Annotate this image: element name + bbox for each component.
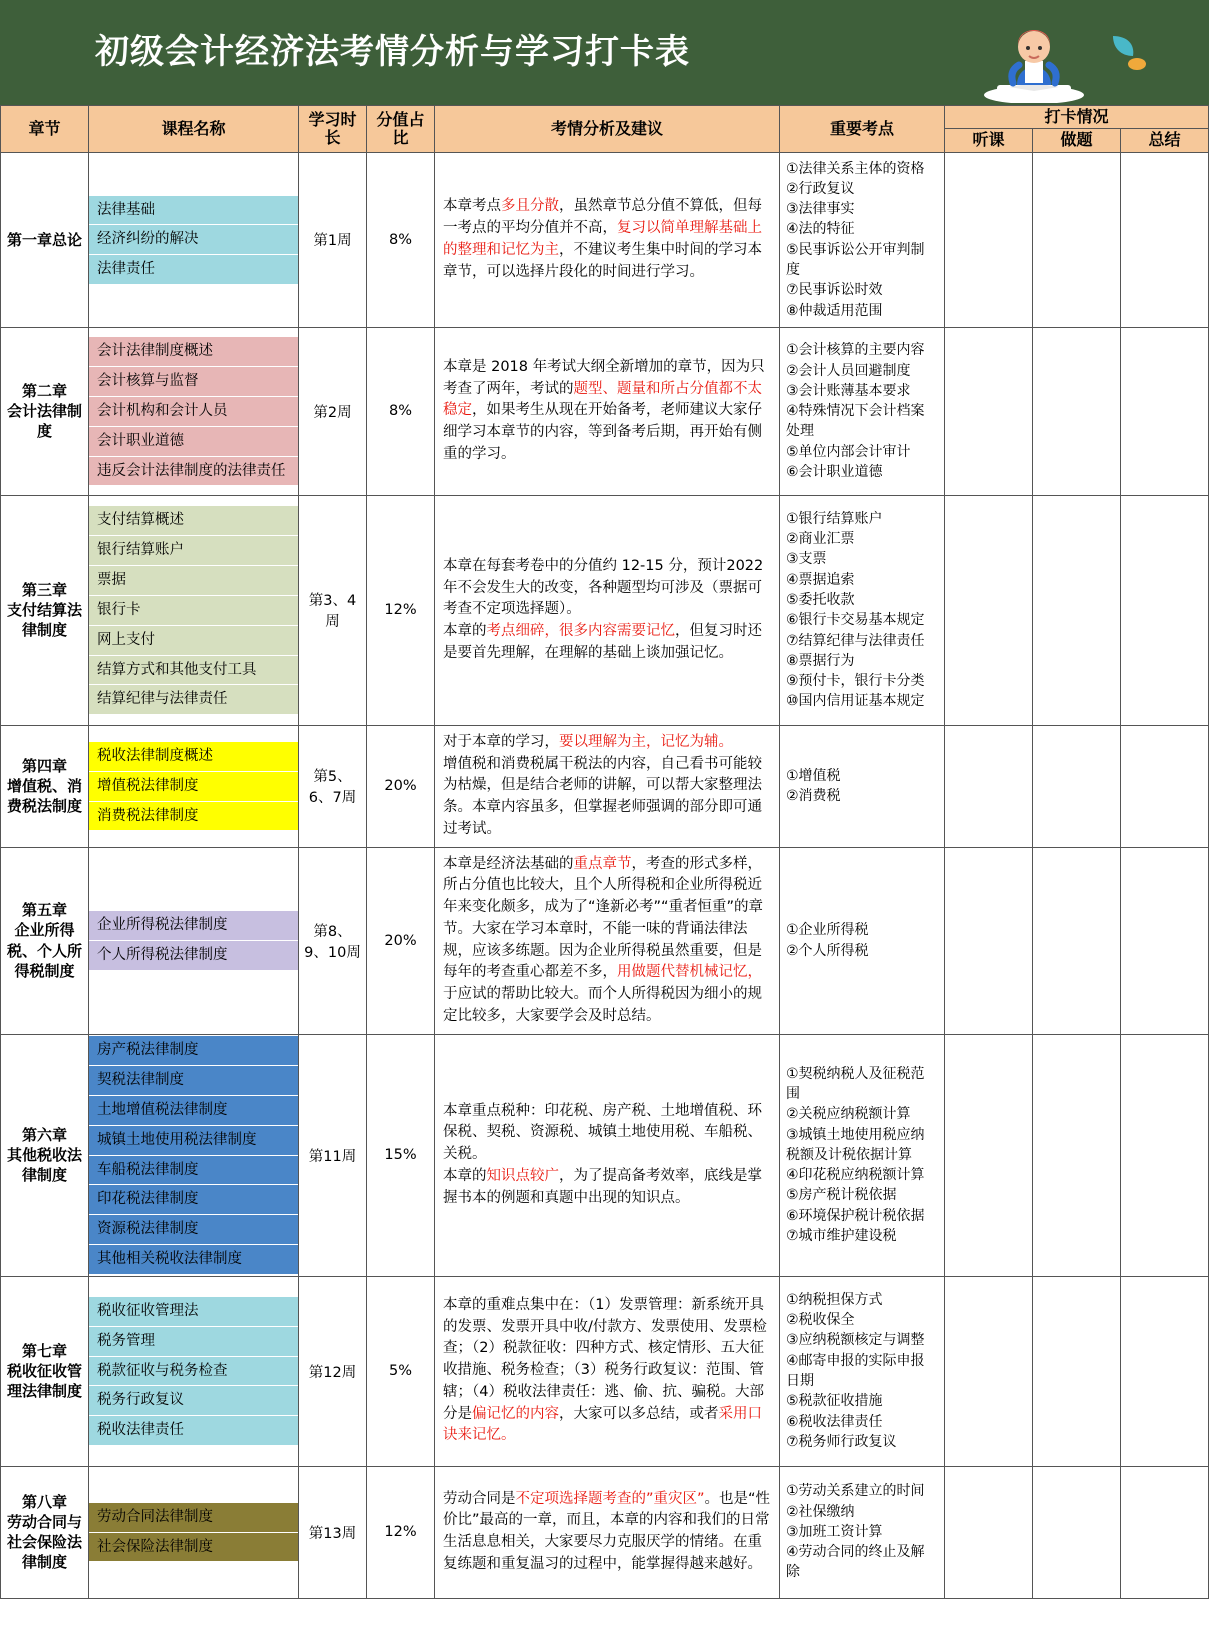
checkin-summary-cell[interactable] [1121, 152, 1209, 327]
analysis-highlight: 考点细碎，很多内容需要记忆 [486, 623, 675, 640]
chapter-cell: 第八章 劳动合同与社会保险法律制度 [1, 1466, 89, 1598]
checkin-practice-cell[interactable] [1033, 152, 1121, 327]
checkin-summary-cell[interactable] [1121, 1034, 1209, 1276]
course-list-cell [89, 495, 299, 725]
study-plan-table [0, 105, 1209, 1599]
course-item: 违反会计法律制度的法律责任 [89, 457, 298, 486]
chapter-cell: 第一章总论 [1, 152, 89, 327]
checkin-summary-cell[interactable] [1121, 1466, 1209, 1598]
analysis-highlight: 偏记忆的内容 [472, 1405, 559, 1422]
course-item: 税务管理 [89, 1327, 298, 1357]
course-list-cell [89, 1276, 299, 1466]
course-item: 会计核算与监督 [89, 367, 298, 397]
checkin-practice-cell[interactable] [1033, 847, 1121, 1034]
course-item: 企业所得税法律制度 [89, 911, 298, 941]
course-list-cell [89, 1466, 299, 1598]
analysis-cell [435, 152, 780, 327]
checkin-listen-cell[interactable] [945, 1466, 1033, 1598]
checkin-practice-cell[interactable] [1033, 1466, 1121, 1598]
course-item: 车船税法律制度 [89, 1156, 298, 1186]
chapter-cell: 第六章 其他税收法律制度 [1, 1034, 89, 1276]
weeks-cell: 第12周 [299, 1276, 367, 1466]
checkin-practice-cell[interactable] [1033, 725, 1121, 847]
analysis-cell [435, 847, 780, 1034]
student-reading-illustration [979, 3, 1089, 103]
table-header [1, 106, 1209, 153]
key-points-cell: ①企业所得税 ②个人所得税 [780, 847, 945, 1034]
analysis-text: 本章的重难点集中在：（1）发票管理：新系统开具的发票、发票开具中收/付款方、发票使用、发票检查；（2）税款征收：四种方式、核定情形、五大征收措施、税务检查；（3）税务行政复议：范围、管辖；（4）税收法律责任：逃、偷、抗、骗税。大部分是 [443, 1296, 767, 1422]
score-cell: 20% [367, 847, 435, 1034]
analysis-text: ，为了提高备考效率，底线是掌握书本的例题和真题中出现的知识点。 [443, 1167, 762, 1206]
weeks-cell: 第13周 [299, 1466, 367, 1598]
checkin-summary-cell[interactable] [1121, 847, 1209, 1034]
score-cell: 20% [367, 725, 435, 847]
analysis-highlight: 不定项选择题考查的”重灾区” [515, 1490, 705, 1507]
checkin-practice-cell[interactable] [1033, 495, 1121, 725]
key-points-cell: ①契税纳税人及征税范围 ②关税应纳税额计算 ③城镇土地使用税应纳税额及计税依据计算 ④印花税应纳税额计算 ⑤房产税计税依据 ⑥环境保护税计税依据 ⑦城市维护建设税 [780, 1034, 945, 1276]
course-item: 法律基础 [89, 196, 298, 226]
course-item: 印花税法律制度 [89, 1185, 298, 1215]
score-cell: 8% [367, 152, 435, 327]
table-row [1, 725, 1209, 847]
score-cell: 8% [367, 327, 435, 495]
course-item: 经济纠纷的解决 [89, 225, 298, 255]
checkin-listen-cell[interactable] [945, 1034, 1033, 1276]
header-checkin-listen: 听课 [945, 129, 1033, 152]
header-points: 重要考点 [780, 106, 945, 153]
course-item: 税款征收与税务检查 [89, 1357, 298, 1387]
course-item: 劳动合同法律制度 [89, 1503, 298, 1533]
course-list-cell [89, 1034, 299, 1276]
course-item: 其他相关税收法律制度 [89, 1245, 298, 1274]
weeks-cell: 第8、9、10周 [299, 847, 367, 1034]
course-item: 税收征收管理法 [89, 1297, 298, 1327]
course-item: 网上支付 [89, 626, 298, 656]
course-item: 支付结算概述 [89, 506, 298, 536]
course-item: 房产税法律制度 [89, 1036, 298, 1066]
analysis-text: 增值税和消费税属干税法的内容，自己看书可能较为枯燥，但是结合老师的讲解，可以帮大家整理法条。本章内容虽多，但掌握老师强调的部分即可通过考试。 [443, 755, 762, 837]
analysis-text: 本章是 2018 年考试大纲全新增加的章节，因为只考查了两年，考试的 [443, 358, 765, 397]
course-item: 结算纪律与法律责任 [89, 685, 298, 714]
table-row [1, 495, 1209, 725]
chapter-cell: 第三章 支付结算法律制度 [1, 495, 89, 725]
analysis-text: 劳动合同是 [443, 1490, 516, 1507]
analysis-text: 本章是经济法基础的 [443, 855, 574, 872]
header-weeks: 学习时长 [299, 106, 367, 153]
table-row [1, 847, 1209, 1034]
analysis-highlight: 多且分散 [501, 198, 559, 215]
course-item: 会计法律制度概述 [89, 337, 298, 367]
analysis-highlight: 用做题代替机械记忆， [617, 964, 762, 981]
analysis-text: 本章考点 [443, 198, 501, 215]
course-item: 税收法律制度概述 [89, 742, 298, 772]
header-score: 分值占比 [367, 106, 435, 153]
checkin-listen-cell[interactable] [945, 495, 1033, 725]
checkin-practice-cell[interactable] [1033, 327, 1121, 495]
table-row [1, 1276, 1209, 1466]
key-points-cell: ①增值税 ②消费税 [780, 725, 945, 847]
key-points-cell: ①劳动关系建立的时间 ②社保缴纳 ③加班工资计算 ④劳动合同的终止及解除 [780, 1466, 945, 1598]
table-body [1, 152, 1209, 1598]
analysis-highlight: 题型、题量和所占分值都不太稳定 [443, 380, 762, 419]
analysis-cell [435, 327, 780, 495]
checkin-practice-cell[interactable] [1033, 1276, 1121, 1466]
weeks-cell: 第5、6、7周 [299, 725, 367, 847]
course-list-cell [89, 327, 299, 495]
chapter-cell: 第五章 企业所得税、个人所得税制度 [1, 847, 89, 1034]
page-title: 初级会计经济法考情分析与学习打卡表 [95, 31, 690, 72]
table-row [1, 152, 1209, 327]
header-course: 课程名称 [89, 106, 299, 153]
checkin-listen-cell[interactable] [945, 327, 1033, 495]
course-item: 城镇土地使用税法律制度 [89, 1126, 298, 1156]
analysis-highlight: 复习以简单理解基础上的整理和记忆为主 [443, 220, 762, 258]
analysis-text: ，大家可以多总结，或者 [559, 1405, 719, 1422]
course-list-cell [89, 847, 299, 1034]
course-item: 社会保险法律制度 [89, 1533, 298, 1562]
analysis-text: ，如果考生从现在开始备考，老师建议大家仔细学习本章节的内容，等到备考后期，再开始有侧重的学习。 [443, 402, 762, 462]
analysis-text: 本章在每套考卷中的分值约 12-15 分，预计2022年不会发生大的改变，各种题型均可涉及（票据可考查不定项选择题）。 本章的 [443, 557, 764, 640]
checkin-summary-cell[interactable] [1121, 725, 1209, 847]
analysis-cell [435, 1034, 780, 1276]
course-item: 银行卡 [89, 596, 298, 626]
course-item: 资源税法律制度 [89, 1215, 298, 1245]
analysis-text: ，但复习时还是要首先理解，在理解的基础上谈加强记忆。 [443, 623, 762, 661]
course-list-cell [89, 725, 299, 847]
checkin-listen-cell[interactable] [945, 1276, 1033, 1466]
score-cell: 5% [367, 1276, 435, 1466]
course-item: 会计职业道德 [89, 427, 298, 457]
analysis-cell [435, 1276, 780, 1466]
table-row [1, 327, 1209, 495]
header-checkin: 打卡情况 [945, 106, 1209, 129]
chapter-cell: 第二章 会计法律制度 [1, 327, 89, 495]
header-chapter: 章节 [1, 106, 89, 153]
analysis-highlight: 采用口诀来记忆。 [443, 1405, 762, 1444]
checkin-summary-cell[interactable] [1121, 1276, 1209, 1466]
chapter-cell: 第七章 税收征收管理法律制度 [1, 1276, 89, 1466]
checkin-summary-cell[interactable] [1121, 327, 1209, 495]
course-item: 票据 [89, 566, 298, 596]
course-item: 法律责任 [89, 255, 298, 284]
checkin-summary-cell[interactable] [1121, 495, 1209, 725]
score-cell: 15% [367, 1034, 435, 1276]
score-cell: 12% [367, 495, 435, 725]
course-item: 土地增值税法律制度 [89, 1096, 298, 1126]
analysis-cell [435, 495, 780, 725]
analysis-highlight: 要以理解为主，记忆为辅。 [559, 733, 733, 750]
checkin-practice-cell[interactable] [1033, 1034, 1121, 1276]
key-points-cell: ①银行结算账户 ②商业汇票 ③支票 ④票据追索 ⑤委托收款 ⑥银行卡交易基本规定 ⑦结算纪律与法律责任 ⑧票据行为 ⑨预付卡，银行卡分类 ⑩国内信用证基本规定 [780, 495, 945, 725]
course-item: 消费税法律制度 [89, 802, 298, 831]
page-banner [0, 0, 1209, 105]
analysis-text: 。也是“性价比”最高的一章，而且，本章的内容和我们的日常生活息息相关，大家要尽力克服厌学的情绪。在重复练题和重复温习的过程中，能掌握得越来越好。 [443, 1490, 771, 1572]
table-row [1, 1466, 1209, 1598]
analysis-text: 对于本章的学习， [443, 733, 559, 750]
score-cell: 12% [367, 1466, 435, 1598]
header-analysis: 考情分析及建议 [435, 106, 780, 153]
course-item: 增值税法律制度 [89, 772, 298, 802]
course-list-cell [89, 152, 299, 327]
course-item: 契税法律制度 [89, 1066, 298, 1096]
key-points-cell: ①会计核算的主要内容 ②会计人员回避制度 ③会计账薄基本要求 ④特殊情况下会计档案处理 ⑤单位内部会计审计 ⑥会计职业道德 [780, 327, 945, 495]
analysis-text: ，不建议考生集中时间的学习本章节，可以选择片段化的时间进行学习。 [443, 241, 762, 280]
analysis-text: 本章重点税种：印花税、房产税、土地增值税、环保税、契税、资源税、城镇土地使用税、车船税、关税。 本章的 [443, 1102, 762, 1184]
header-checkin-summary: 总结 [1121, 129, 1209, 152]
key-points-cell: ①法律关系主体的资格 ②行政复议 ③法律事实 ④法的特征 ⑤民事诉讼公开审判制度 ⑦民事诉讼时效 ⑧仲裁适用范围 [780, 152, 945, 327]
checkin-listen-cell[interactable] [945, 847, 1033, 1034]
weeks-cell: 第3、4周 [299, 495, 367, 725]
analysis-cell [435, 725, 780, 847]
weeks-cell: 第1周 [299, 152, 367, 327]
checkin-listen-cell[interactable] [945, 725, 1033, 847]
course-item: 税务行政复议 [89, 1386, 298, 1416]
analysis-text: ，虽然章节总分值不算低，但每一考点的平均分值并不高， [443, 198, 762, 237]
checkin-listen-cell[interactable] [945, 152, 1033, 327]
analysis-highlight: 知识点较广 [486, 1167, 559, 1184]
course-item: 个人所得税法律制度 [89, 941, 298, 970]
analysis-text: ，考查的形式多样，所占分值也比较大，且个人所得税和企业所得税近年来变化颇多，成为了“逢新必考”“重者恒重”的章节。大家在学习本章时，不能一味的背诵法律法规，应该多练题。因为企业所得税虽然重要，但是每年的考查重心都差不多， [443, 855, 764, 981]
table-row [1, 1034, 1209, 1276]
header-checkin-practice: 做题 [1033, 129, 1121, 152]
analysis-text: 于应试的帮助比较大。而个人所得税因为细小的规定比较多，大家要学会及时总结。 [443, 986, 762, 1024]
chapter-cell: 第四章 增值税、消费税法制度 [1, 725, 89, 847]
course-item: 结算方式和其他支付工具 [89, 656, 298, 686]
analysis-highlight: 重点章节 [573, 855, 632, 872]
leaf-decoration-icon [1109, 30, 1149, 72]
course-item: 银行结算账户 [89, 536, 298, 566]
course-item: 会计机构和会计人员 [89, 397, 298, 427]
weeks-cell: 第2周 [299, 327, 367, 495]
course-item: 税收法律责任 [89, 1416, 298, 1445]
analysis-cell [435, 1466, 780, 1598]
key-points-cell: ①纳税担保方式 ②税收保全 ③应纳税额核定与调整 ④邮寄申报的实际申报日期 ⑤税款征收措施 ⑥税收法律责任 ⑦税务师行政复议 [780, 1276, 945, 1466]
weeks-cell: 第11周 [299, 1034, 367, 1276]
